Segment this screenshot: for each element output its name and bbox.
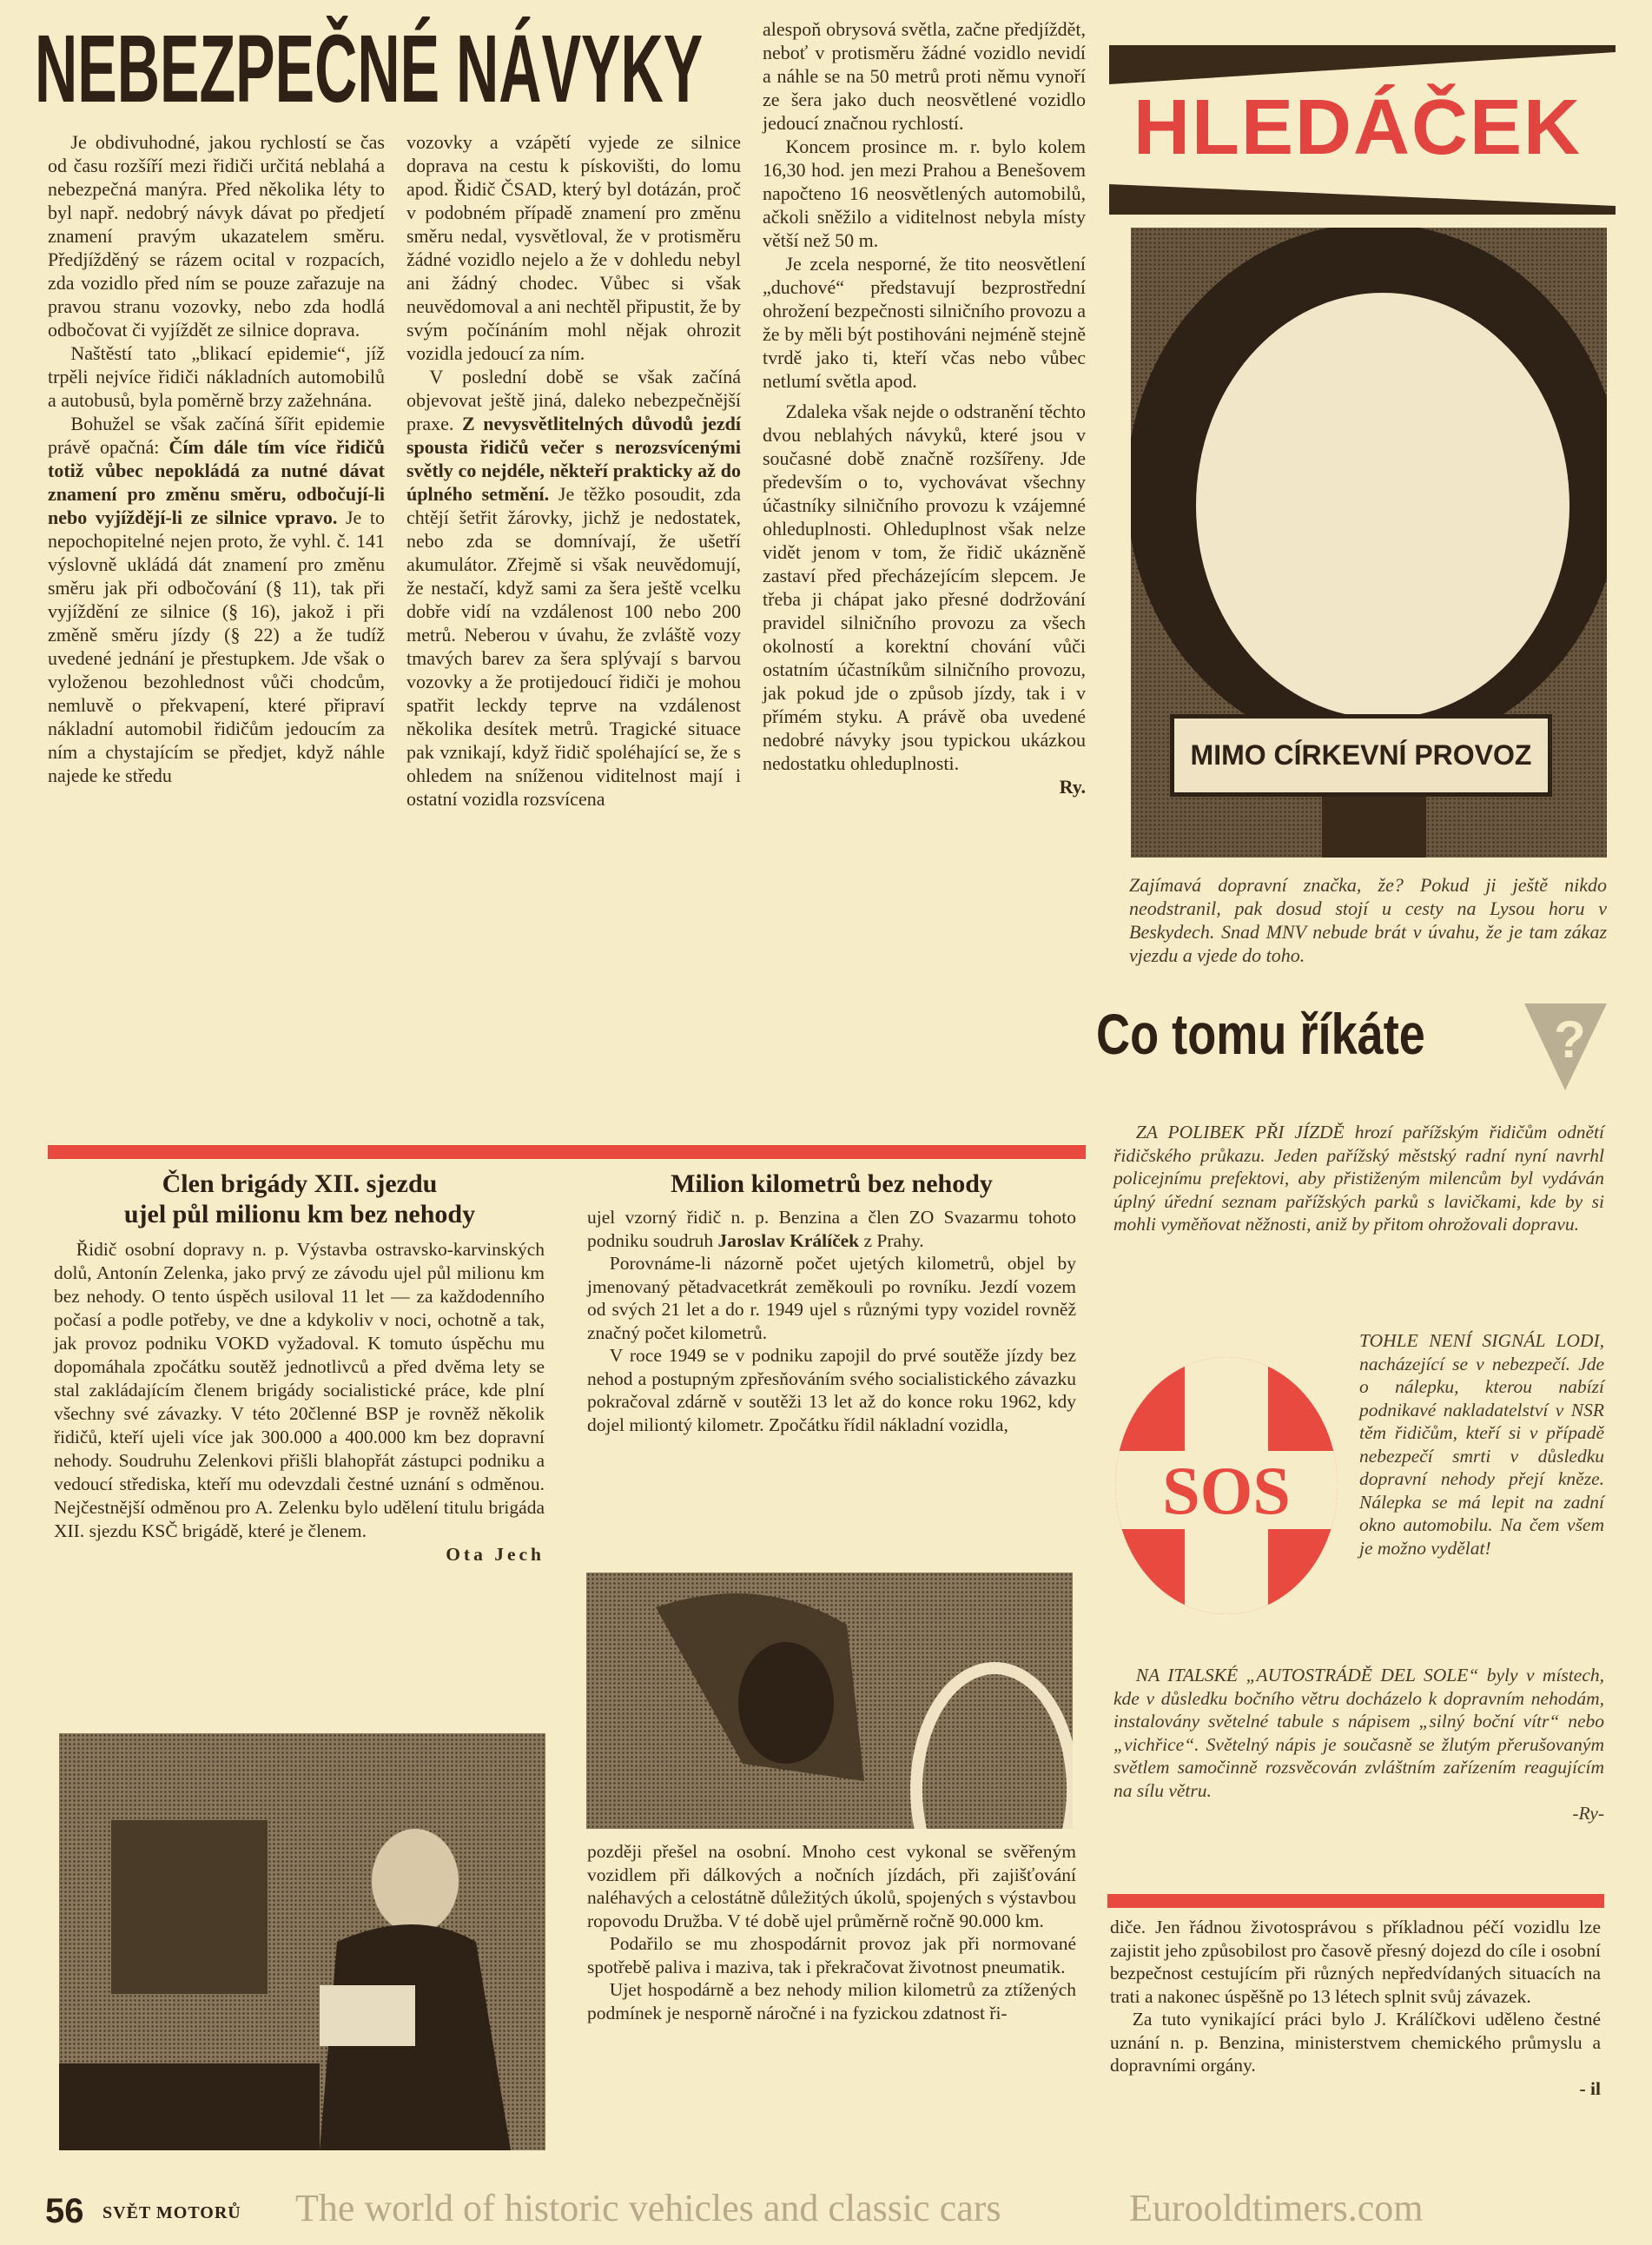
- paragraph: [48, 412, 385, 787]
- bold-text-run: Jaroslav Králíček: [717, 1229, 860, 1251]
- brigada-body: [54, 1238, 545, 1566]
- paragraph: Koncem prosince m. r. bylo kolem 16,30 hod. jen mezi Prahou a Benešovem napočteno 16 neosvětlených automobilů, ačkoli sněžilo a viditelnost nebyla místy větší než 50 m.: [763, 136, 1086, 251]
- milion-signature: - il: [1579, 2077, 1601, 2099]
- banner-top-wedge: [1109, 45, 1616, 84]
- question-triangle-icon: [1524, 1003, 1607, 1090]
- co-tomu-heading: Co tomu říkáte: [1096, 1002, 1425, 1066]
- article-title: NEBEZPEČNÉ NÁVYKY: [35, 16, 704, 123]
- milion-title: Milion kilometrů bez nehody: [671, 1169, 993, 1198]
- brigada-title: [52, 1169, 547, 1229]
- text-run: V poslední době se však začíná objevovat ještě jiná, daleko nebezpečnější praxe.: [406, 366, 741, 434]
- person-at-desk-illustration: [59, 1733, 545, 2150]
- text-run: z Prahy.: [859, 1229, 924, 1251]
- sign-plate: [1170, 714, 1552, 797]
- driver-photo-kralicek: [586, 1573, 1073, 1829]
- section-divider: [48, 1145, 1086, 1159]
- magazine-name: SVĚT MOTORŮ: [102, 2203, 241, 2222]
- paragraph: Podařilo se mu zhospodárnit provoz jak při normované spotřebě paliva i maziva, tak i překračovat životnost pneumatik.: [587, 1933, 1076, 1977]
- paragraph: později přešel na osobní. Mnoho cest vykonal se svěřeným vozidlem při dálkových a nočních jízdách, při zajišťování naléhavých a celostátně důležitých úkolů, spojených s výstavbou ropovodu Družba. V té době ujel průměrně ročně 90.000 km.: [587, 1841, 1076, 1931]
- item-caps: NA ITALSKÉ „AUTOSTRÁDĚ DEL SOLE“: [1135, 1665, 1479, 1685]
- article-column-3: [763, 17, 1086, 798]
- sos-label: SOS: [1162, 1453, 1291, 1528]
- driver-at-wheel-illustration: [586, 1573, 1073, 1829]
- co-tomu-item-1: [1113, 1121, 1604, 1236]
- text-run: ujel vzorný řidič n. p. Benzina a člen ZO Svazarmu tohoto podniku soudruh: [587, 1207, 1076, 1251]
- traffic-sign-photo: [1131, 228, 1607, 858]
- co-tomu-signature: -Ry-: [1572, 1803, 1604, 1824]
- article-column-1: [48, 130, 385, 787]
- text-run: Bohužel se však začíná šířit epidemie právě opačná:: [48, 413, 385, 458]
- item-caps: ZA POLIBEK PŘI JÍZDĚ: [1135, 1122, 1345, 1142]
- co-tomu-item-3: [1113, 1664, 1604, 1825]
- sign-text: MIMO CÍRKEVNÍ PROVOZ: [1190, 739, 1532, 771]
- paragraph: [587, 1206, 1076, 1252]
- paragraph: Naštěstí tato „blikací epidemie“, jíž trpěli nejvíce řidiči nákladních automobilů a autobusů, byla poměrně brzy zažehnána.: [48, 342, 385, 411]
- watermark-logo: Eurooldtimers.com: [1129, 2187, 1424, 2229]
- article-signature: Ry.: [1059, 776, 1086, 798]
- paragraph: Zdaleka však nejde o odstranění těchto dvou neblahých návyků, které jsou v současné době značně rozšířeny. Jde především o to, vychovávat všechny účastníky silničního provozu k vzájemné ohleduplnosti. Ohleduplnost však nelze vidět jenom v tom, že řidič ukázněně zastaví před přecházejícím slepcem. Je třeba ji chápat jako přesné dodržování pravidel silničního provozu za všech okolností a korektní chování vůči ostatním účastníkům silničního provozu, jak pokud jde o způsob jízdy, tak i v přímém styku. A právě oba uvedené nedobré návyky jsou typickou ukázkou nedostatku ohleduplnosti.: [763, 401, 1086, 774]
- paragraph: Je obdivuhodné, jakou rychlostí se čas od času rozšíří mezi řidiči určitá neblahá a nebezpečná manýra. Před několika léty to byl např. nedobrý návyk dávat po předjetí znamení pravým ukazatelem směru. Předjížděný se rázem ocital v rozpacích, zda vozidlo před ním se pouze zařazuje na pravou stranu vozovky, nebo zda hodlá odbočovat či vyjíždět ze silnice doprava.: [48, 131, 385, 341]
- item-text: hrozí pařížským řidičům odnětí řidičského průkazu. Jeden pařížský městský radní nyní navrhl policejnímu prefektovi, aby přistiženým milencům byl vydáván úplný úřední seznam pařížských parků s lavičkami, kde by si mohli vyměňovat něžnosti, aniž by přitom ohrožovali dopravu.: [1113, 1122, 1604, 1235]
- title-line: Člen brigády XII. sjezdu: [162, 1169, 438, 1198]
- svg-text:?: ?: [1554, 1010, 1586, 1069]
- paragraph: Za tuto vynikající práci bylo J. Králíčkovi uděleno čestné uznání n. p. Benzina, ministerstvem chemického průmyslu a dopravními orgány.: [1110, 2009, 1601, 2076]
- hledacek-title: HLEDÁČEK: [1133, 84, 1583, 171]
- paragraph: Je zcela nesporné, že tito neosvětlení „duchové“ představují bezprostřední ohrožení bezpečnosti silničního provozu a že by měli být postihováni nejméně stejně tvrdě jako ti, kteří včas nebo vůbec netlumí světla apod.: [763, 253, 1086, 392]
- paragraph: Ujet hospodárně a bez nehody milion kilometrů za ztížených podmínek je nesporně náročné i na fyzickou zdatnost ři-: [587, 1979, 1076, 2023]
- bold-text-run: Čím dále tím více řidičů totiž vůbec nepokládá za nutné dávat znamení pro změnu směru, odbočují-li nebo vyjíždějí-li ze silnice vpravo.: [48, 436, 385, 528]
- text-run: Je to nepochopitelné nejen proto, že vyhl. č. 141 výslovně ukládá dát znamení pro změnu směru jak při odbočování (§ 11), tak při vyjíždění ze silnice (§ 16), jakož i při změně směru jízdy (§ 22) a že tudíž uvedené jednání je přestupkem. Jde však o vyloženou bezohlednost vůči chodcům, nemluvě o překvapení, které připraví nákladní automobil řidičům jedoucím za ním a chystajícím se předjet, když náhle najede ke středu: [48, 507, 385, 786]
- paragraph: alespoň obrysová světla, začne předjíždět, neboť v protisměru žádné vozidlo nevidí a náhle se na 50 metrů proti němu vynoří ze šera jako duch neosvětlené vozidlo jedoucí značnou rychlostí.: [763, 18, 1086, 134]
- sos-sticker-graphic: [1113, 1355, 1339, 1616]
- watermark-text: The world of historic vehicles and classic cars: [295, 2187, 1001, 2229]
- milion-body-top: [587, 1206, 1076, 1436]
- milion-body-bottom: [587, 1840, 1076, 2024]
- co-tomu-item-2: [1359, 1329, 1604, 1560]
- brigada-signature: Ota Jech: [446, 1544, 545, 1565]
- title-line: ujel půl milionu km bez nehody: [123, 1200, 476, 1228]
- page-number: 56: [45, 2192, 84, 2230]
- paragraph: vozovky a vzápětí vyjede ze silnice doprava na cestu k pískovišti, do lomu apod. Řidič ČSAD, který byl dotázán, proč v podobném případě znamení pro změnu směru nedal, vysvětloval, že v protisměru žádné vozidlo nejelo a že v dohledu nebyl ani žádný chodec. Vůbec si však neuvědomoval a ani nechtěl připustit, že by svým počínáním mohl nějak ohrozit vozidla jedoucí za ním.: [406, 131, 741, 364]
- item-caps: TOHLE NENÍ SIGNÁL LODI,: [1359, 1330, 1604, 1351]
- paragraph: Porovnáme-li názorně počet ujetých kilometrů, objel by jmenovaný pětadvacetkrát zeměkouli po rovníku. Jezdí vozem od svých 21 let a do r. 1949 ujel s různými typy vozidel rovněž značný počet kilometrů.: [587, 1253, 1076, 1343]
- paragraph: diče. Jen řádnou životosprávou s příkladnou péčí vozidlu lze zajistit jeho způsobilost pro časově přesný dojezd do cíle i osobní bezpečnost cestujícím při různých nepředvídaných situacích na trati a nakonec úspěšně po 13 létech splnit svůj závazek.: [1110, 1917, 1601, 2007]
- bold-text-run: Z nevysvětlitelných důvodů jezdí spousta řidičů večer s nerozsvícenými světly co nejdéle, někteří prakticky až do úplného setmění.: [406, 413, 741, 505]
- paragraph: V roce 1949 se v podniku zapojil do prvé soutěže jízdy bez nehod a postupným zpřesňováním svého socialistického závazku pokračoval zdárně v soutěži 13 let až do konce roku 1962, kdy dojel miliontý kilometr. Zpočátku řídil nákladní vozidla,: [587, 1345, 1076, 1435]
- item-text: nacházející se v nebezpečí. Jde o nálepku, kterou nabízí podnikavé nakladatelství v NSR těm řidičům, kteří si v případě nebezpečí smrti v důsledku dopravní nehody přejí kněze. Nálepka se má lepit na zadní okno automobilu. Na čem všem je možno vydělat!: [1359, 1353, 1604, 1559]
- driver-photo-zelenka: [59, 1733, 545, 2150]
- banner-bottom-wedge: [1109, 184, 1616, 215]
- milion-body-continued: [1110, 1916, 1601, 2100]
- paragraph: Řidič osobní dopravy n. p. Výstavba ostravsko-karvinských dolů, Antonín Zelenka, jako prvý ze závodu ujel půl milionu km bez nehody. O tento úspěch usiloval 11 let — za každodenního počasí a podle potřeby, ve dne a kdykoliv v noci, ochotně a tak, jak provoz podniku VOKD vyžadoval. K tomuto úspěchu mu dopomáhala zpočátku soutěž jednotlivců a před dvěma lety se stal zakládajícím členem brigády socialistické práce, kde plní všechny své závazky. V této 20členné BSP je rovněž několik řidičů, kteří ujeli více jak 300.000 a 400.000 km bez dopravní nehody. Soudruhu Zelenkovi přišli blahopřát zástupci podniku a vedoucí střediska, kteří mu odevzdali čestné uznání s odměnou. Nejčestnější odměnou pro A. Zelenku bylo udělení titulu brigáda XII. sjezdu KSČ brigádě, které je členem.: [54, 1239, 545, 1541]
- text-run: Je těžko posoudit, zda chtějí šetřit žárovky, jichž je nedostatek, nebo zda se domnívají, že ušetří akumulátor. Zřejmě si však neuvědomují, že nestačí, když sami za šera ještě vcelku dobře vidí na vzdálenost 100 nebo 200 metrů. Neberou v úvahu, že zvláště vozy tmavých barev za šera splývají s barvou vozovky a že protijedoucí řidiči je mohou spatřit leckdy teprve na vzdálenost několika desítek metrů. Tragické situace pak vznikají, když řidič spoléhající se, že s ohledem na sníženou viditelnost mají i ostatní vozidla rozsvícena: [406, 483, 741, 810]
- article-column-2: [406, 130, 741, 811]
- photo-caption: Zajímavá dopravní značka, že? Pokud ji ještě nikdo neodstranil, pak dosud stojí u cesty na Lysou horu v Beskydech. Snad MNV nebude brát v úvahu, že je tam zákaz vjezdu a vjede do toho.: [1129, 874, 1607, 966]
- paragraph: [406, 365, 741, 811]
- item-text: byly v místech, kde v důsledku bočního větru docházelo k dopravním nehodám, instalovány světelné tabule s nápisem „silný boční vítr“ nebo „vichřice“. Světelný nápis je současně se žlutým přerušovaným světlem samočinně rozsvěcován zvláštním zařízením reagujícím na sílu větru.: [1113, 1665, 1604, 1801]
- section-divider: [1107, 1894, 1604, 1908]
